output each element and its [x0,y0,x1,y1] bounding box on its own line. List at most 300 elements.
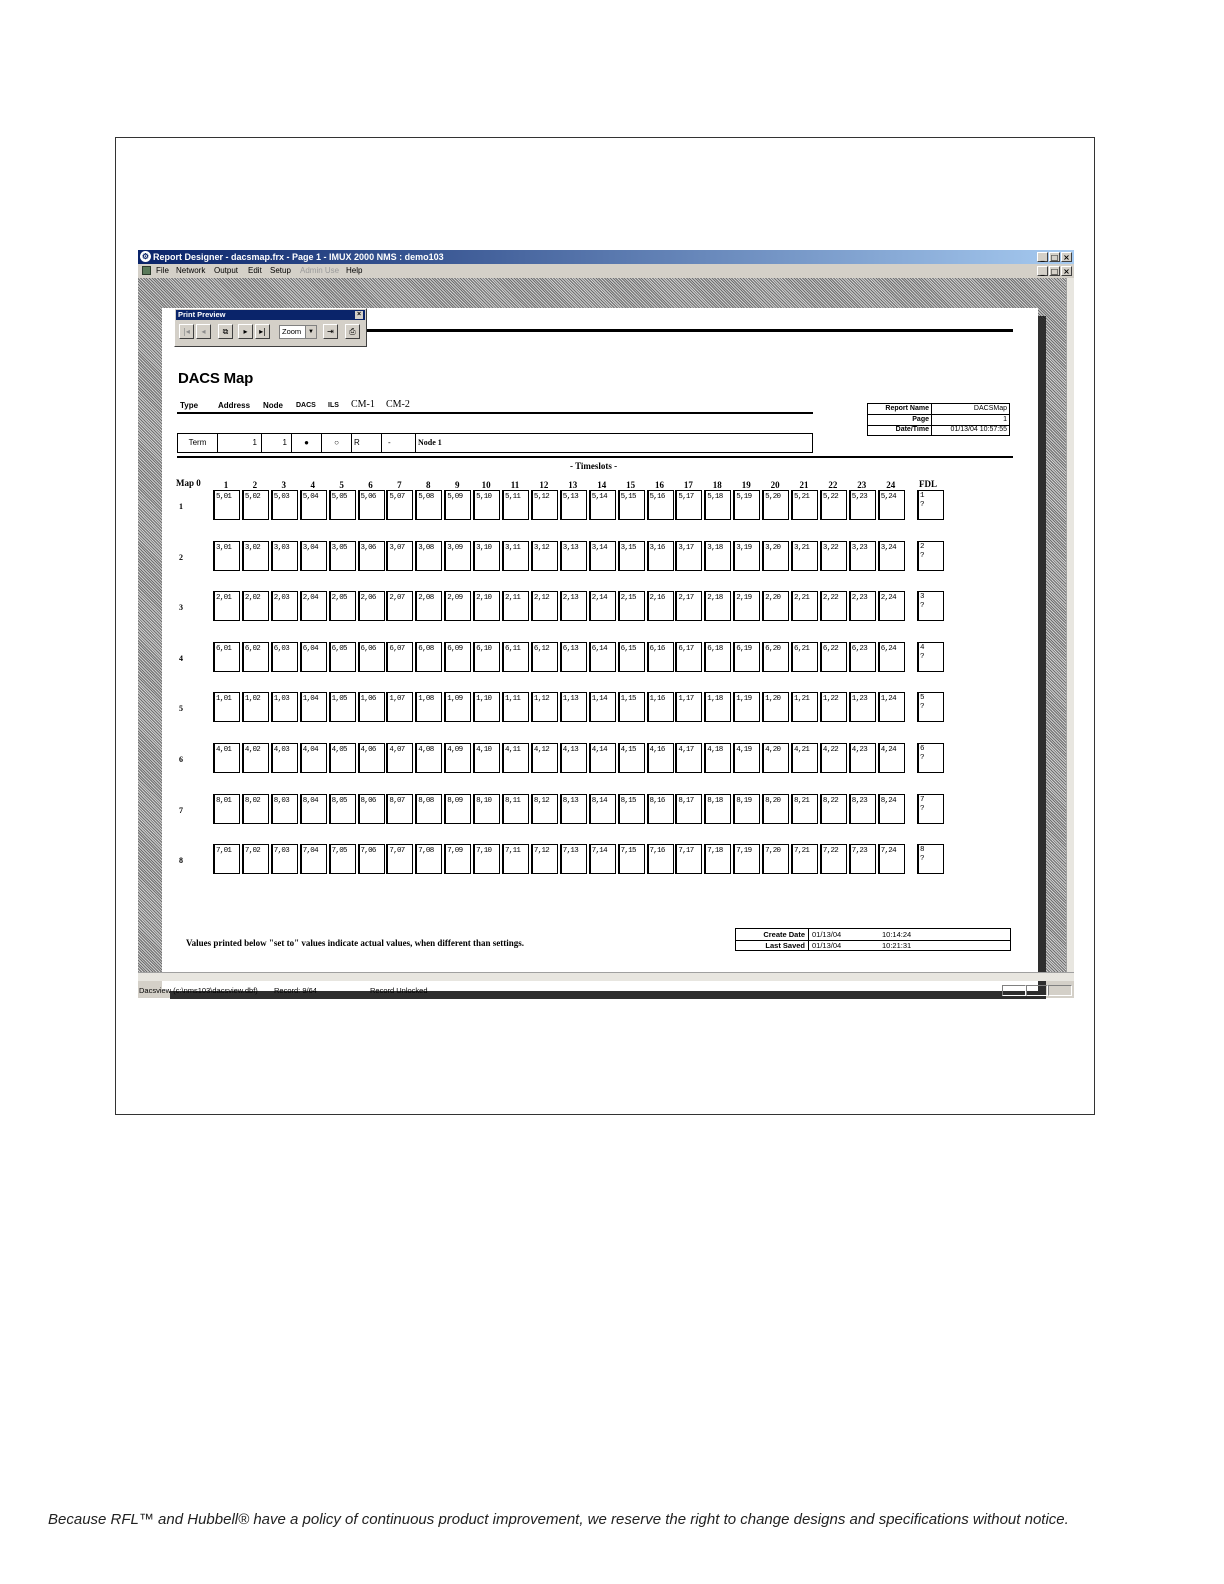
timeslot-cell[interactable]: 4,13 [560,743,587,773]
timeslot-cell[interactable]: 6,03 [271,642,298,672]
page-label: Page [868,415,932,425]
timeslot-cell[interactable]: 8,22 [820,794,847,824]
document-icon[interactable] [142,266,151,275]
status-bar [138,983,1074,998]
report-info-box [867,403,1010,436]
timeslot-cell[interactable]: 4,10 [473,743,500,773]
report-name-value: DACSMap [973,405,1007,412]
timeslot-column-header: 4 [310,480,315,490]
timeslot-cell[interactable]: 6,18 [704,642,731,672]
timeslot-cell[interactable]: 5,14 [589,490,616,520]
map-row-label: 3 [179,603,183,613]
timeslot-cell[interactable]: 8,03 [271,794,298,824]
zoom-select[interactable] [279,325,317,339]
timeslot-cell[interactable]: 7,02 [242,844,269,874]
fdl-cell[interactable] [917,541,944,571]
term-name: Node 1 [418,438,442,447]
timeslot-cell[interactable]: 6,11 [502,642,529,672]
timeslot-cell[interactable]: 5,06 [358,490,385,520]
timeslot-cell[interactable]: 1,07 [386,692,413,722]
timeslot-cell[interactable]: 5,19 [733,490,760,520]
timeslot-cell[interactable]: 8,09 [444,794,471,824]
timeslot-cell[interactable]: 3,05 [329,541,356,571]
timeslot-cell[interactable]: 2,22 [820,591,847,621]
address-header: Address [218,401,251,410]
timeslot-cell[interactable]: 2,12 [531,591,558,621]
timeslot-cell[interactable]: 8,11 [502,794,529,824]
timeslot-cell[interactable]: 2,06 [358,591,385,621]
timeslot-cell[interactable]: 3,10 [473,541,500,571]
timeslot-cell[interactable]: 7,22 [820,844,847,874]
timeslot-cell[interactable]: 8,16 [647,794,674,824]
menu-setup[interactable]: Setup [270,266,291,275]
timeslot-cell[interactable]: 3,14 [589,541,616,571]
node-term-row [177,433,813,453]
timeslot-cell[interactable]: 4,24 [878,743,905,773]
timeslot-cell[interactable]: 7,07 [386,844,413,874]
timeslot-column-header: 13 [568,480,578,490]
report-designer-window [138,250,1074,998]
timeslot-cell[interactable]: 6,24 [878,642,905,672]
timeslot-column-header: 1 [223,480,229,490]
timeslot-cell[interactable]: 2,18 [704,591,731,621]
timeslot-cell[interactable]: 3,04 [300,541,327,571]
timeslot-cell[interactable]: 1,17 [675,692,702,722]
status-record: Record: 9/64 [274,986,317,995]
timeslot-cell[interactable]: 6,20 [762,642,789,672]
timeslot-cell[interactable]: 2,01 [213,591,240,621]
timeslot-cell[interactable]: 2,02 [242,591,269,621]
status-panel [1048,985,1072,996]
fdl-cell[interactable] [917,591,944,621]
timeslot-column-header: 15 [626,480,636,490]
timeslot-cell[interactable]: 5,22 [820,490,847,520]
term-dacs: ● [292,434,322,452]
timeslot-cell[interactable]: 5,11 [502,490,529,520]
fdl-cell[interactable] [917,692,944,722]
timeslot-cell[interactable]: 2,16 [647,591,674,621]
timeslot-cell[interactable]: 6,07 [386,642,413,672]
timeslot-cell[interactable]: 4,19 [733,743,760,773]
timeslot-cell[interactable]: 7,19 [733,844,760,874]
timeslot-cell[interactable]: 4,14 [589,743,616,773]
timeslot-cell[interactable]: 8,12 [531,794,558,824]
doc-close-button[interactable]: × [1061,266,1072,276]
report-page [162,308,1038,991]
fdl-cell[interactable] [917,743,944,773]
map-row-label: 2 [179,552,183,562]
fdl-value: 2 [920,542,925,551]
timeslot-cell[interactable]: 8,06 [358,794,385,824]
node-header: Node [263,401,283,410]
timeslot-column-header: 17 [683,480,693,490]
timeslot-cell[interactable]: 2,19 [733,591,760,621]
timeslot-cell[interactable]: 1,22 [820,692,847,722]
timeslot-cell[interactable]: 2,20 [762,591,789,621]
previous-page-icon[interactable]: ◂ [196,324,211,339]
timeslot-cell[interactable]: 5,21 [791,490,818,520]
timeslot-cell[interactable]: 3,20 [762,541,789,571]
timeslot-cell[interactable]: 3,09 [444,541,471,571]
timeslot-cell[interactable]: 7,21 [791,844,818,874]
timeslot-cell[interactable]: 4,02 [242,743,269,773]
timeslot-cell[interactable]: 3,11 [502,541,529,571]
menu-network[interactable]: Network [176,266,206,275]
timeslot-cell[interactable]: 1,11 [502,692,529,722]
timeslot-cell[interactable]: 6,10 [473,642,500,672]
timeslot-cell[interactable]: 4,22 [820,743,847,773]
timeslot-cell[interactable]: 6,14 [589,642,616,672]
timeslot-cell[interactable]: 1,04 [300,692,327,722]
timeslot-cell[interactable]: 3,01 [213,541,240,571]
fdl-cell[interactable] [917,490,944,520]
timeslot-cell[interactable]: 8,02 [242,794,269,824]
timeslot-cell[interactable]: 3,17 [675,541,702,571]
timeslot-cell[interactable]: 7,20 [762,844,789,874]
timeslot-cell[interactable]: 8,15 [618,794,645,824]
timeslot-cell[interactable]: 1,02 [242,692,269,722]
fdl-cell[interactable] [917,844,944,874]
timeslot-cell[interactable]: 1,05 [329,692,356,722]
timeslot-cell[interactable]: 6,02 [242,642,269,672]
report-name-label: Report Name [868,404,932,414]
timeslot-cell[interactable]: 4,12 [531,743,558,773]
close-preview-icon[interactable]: ⇥ [323,324,338,339]
create-time: 10:14:24 [882,930,912,939]
timeslot-cell[interactable]: 4,06 [358,743,385,773]
status-panel [1002,985,1026,996]
timeslot-cell[interactable]: 2,08 [415,591,442,621]
menu-file[interactable]: File [156,266,169,275]
timeslot-cell[interactable]: 5,20 [762,490,789,520]
maximize-button[interactable]: □ [1050,253,1059,262]
first-page-icon[interactable]: |◂ [179,324,194,339]
status-panel [1026,985,1048,996]
timeslots-label: - Timeslots - [570,461,618,471]
timeslot-cell[interactable]: 3,24 [878,541,905,571]
timeslot-column-header: 7 [397,480,402,490]
timeslot-cell[interactable]: 7,15 [618,844,645,874]
timeslot-cell[interactable]: 7,18 [704,844,731,874]
cm1-header: CM-1 [351,399,375,410]
timeslot-cell[interactable]: 3,08 [415,541,442,571]
timeslot-cell[interactable]: 7,09 [444,844,471,874]
close-button[interactable]: × [1061,252,1072,262]
timeslot-cell[interactable]: 4,16 [647,743,674,773]
map-row-label: 8 [179,856,183,866]
timeslot-cell[interactable]: 3,19 [733,541,760,571]
print-preview-toolbar [174,308,367,347]
timeslot-cell[interactable]: 7,12 [531,844,558,874]
timeslot-cell[interactable]: 7,14 [589,844,616,874]
vertical-scrollbar[interactable] [1066,278,1074,972]
print-preview-title[interactable] [176,310,365,320]
timeslot-cell[interactable]: 8,21 [791,794,818,824]
timeslot-cell[interactable]: 8,18 [704,794,731,824]
timeslot-cell[interactable]: 5,23 [849,490,876,520]
timeslot-cell[interactable]: 2,10 [473,591,500,621]
timeslot-cell[interactable]: 2,03 [271,591,298,621]
timeslot-cell[interactable]: 6,12 [531,642,558,672]
timeslot-cell[interactable]: 1,09 [444,692,471,722]
timeslot-cell[interactable]: 8,08 [415,794,442,824]
timeslot-cell[interactable]: 7,10 [473,844,500,874]
doc-maximize-button[interactable]: □ [1050,267,1059,276]
timeslot-cell[interactable]: 8,13 [560,794,587,824]
timeslot-cell[interactable]: 7,16 [647,844,674,874]
page-value: 1 [1003,416,1007,423]
menu-edit[interactable]: Edit [248,266,262,275]
term-address: 1 [218,434,262,452]
doc-minimize-button[interactable]: _ [1037,266,1048,276]
timeslot-cell[interactable]: 5,07 [386,490,413,520]
timeslot-cell[interactable]: 6,19 [733,642,760,672]
timeslot-cell[interactable]: 4,07 [386,743,413,773]
timeslot-cell[interactable]: 1,18 [704,692,731,722]
timeslot-column-header: 19 [741,480,751,490]
timeslot-cell[interactable]: 7,08 [415,844,442,874]
timeslot-cell[interactable]: 1,03 [271,692,298,722]
timeslot-cell[interactable]: 6,13 [560,642,587,672]
timeslot-cell[interactable]: 3,02 [242,541,269,571]
menu-output[interactable]: Output [214,266,239,275]
timeslot-cell[interactable]: 4,04 [300,743,327,773]
timeslot-cell[interactable]: 3,06 [358,541,385,571]
timeslot-cell[interactable]: 5,04 [300,490,327,520]
timeslot-column-header: 21 [799,480,809,490]
timeslot-cell[interactable]: 2,15 [618,591,645,621]
timeslot-cell[interactable]: 8,20 [762,794,789,824]
timeslot-cell[interactable]: 1,19 [733,692,760,722]
timeslot-cell[interactable]: 6,16 [647,642,674,672]
timeslot-cell[interactable]: 2,04 [300,591,327,621]
timeslot-cell[interactable]: 5,13 [560,490,587,520]
timeslot-cell[interactable]: 4,01 [213,743,240,773]
timeslot-cell[interactable]: 5,03 [271,490,298,520]
timeslot-cell[interactable]: 5,09 [444,490,471,520]
timeslot-rule [177,456,1013,458]
timeslot-cell[interactable]: 1,13 [560,692,587,722]
timeslot-cell[interactable]: 1,01 [213,692,240,722]
timeslot-cell[interactable]: 6,15 [618,642,645,672]
timeslot-cell[interactable]: 2,17 [675,591,702,621]
timeslot-cell[interactable]: 7,01 [213,844,240,874]
timeslot-cell[interactable]: 7,06 [358,844,385,874]
fdl-actual: ? [920,703,925,712]
fdl-value: 5 [920,694,925,703]
timeslot-cell[interactable]: 3,03 [271,541,298,571]
minimize-button[interactable]: _ [1037,252,1048,262]
datetime-value: 01/13/04 10:57:55 [950,426,1007,433]
close-icon[interactable]: × [356,311,362,318]
term-node: 1 [262,434,292,452]
timeslot-cell[interactable]: 5,08 [415,490,442,520]
timeslot-cell[interactable]: 4,23 [849,743,876,773]
timeslot-cell[interactable]: 7,13 [560,844,587,874]
fdl-actual: ? [920,602,925,611]
timeslot-cell[interactable]: 1,24 [878,692,905,722]
timeslot-cell[interactable]: 7,11 [502,844,529,874]
timeslot-column-header: 18 [712,480,722,490]
timeslot-cell[interactable]: 7,04 [300,844,327,874]
timeslot-cell[interactable]: 4,09 [444,743,471,773]
timeslot-cell[interactable]: 4,20 [762,743,789,773]
term-cm1: R [352,434,382,452]
timeslot-cell[interactable]: 2,23 [849,591,876,621]
fdl-actual: ? [920,804,925,813]
zoom-value: Zoom [282,327,302,336]
timeslot-cell[interactable]: 5,02 [242,490,269,520]
timeslot-cell[interactable]: 2,05 [329,591,356,621]
fdl-cell[interactable] [917,642,944,672]
timeslot-cell[interactable]: 1,20 [762,692,789,722]
timeslot-cell[interactable]: 6,23 [849,642,876,672]
last-page-icon[interactable]: ▸| [255,324,270,339]
timeslot-cell[interactable]: 5,10 [473,490,500,520]
timeslot-cell[interactable]: 3,07 [386,541,413,571]
timeslot-cell[interactable]: 1,23 [849,692,876,722]
timeslot-column-header: 5 [339,480,344,490]
timeslot-cell[interactable]: 8,05 [329,794,356,824]
timeslot-cell[interactable]: 5,24 [878,490,905,520]
timeslot-cell[interactable]: 6,04 [300,642,327,672]
timeslot-cell[interactable]: 7,24 [878,844,905,874]
timeslot-cell[interactable]: 5,15 [618,490,645,520]
horizontal-scrollbar[interactable] [138,972,1074,981]
timeslot-column-header: 20 [770,480,780,490]
timeslot-cell[interactable]: 2,09 [444,591,471,621]
timeslot-cell[interactable]: 6,06 [358,642,385,672]
timeslot-cell[interactable]: 4,15 [618,743,645,773]
map-row-label: 5 [179,704,183,714]
map-row-label: 6 [179,755,183,764]
timeslot-cell[interactable]: 7,17 [675,844,702,874]
timeslot-cell[interactable]: 6,17 [675,642,702,672]
timeslot-cell[interactable]: 3,13 [560,541,587,571]
menu-admin-use: Admin Use [300,266,340,275]
go-to-page-icon[interactable]: ⧉ [218,324,233,339]
timeslot-cell[interactable]: 8,19 [733,794,760,824]
timeslot-cell[interactable]: 3,15 [618,541,645,571]
timeslot-cell[interactable]: 3,23 [849,541,876,571]
fdl-cell[interactable] [917,794,944,824]
timeslot-cell[interactable]: 3,18 [704,541,731,571]
timeslot-cell[interactable]: 6,01 [213,642,240,672]
window-titlebar[interactable] [138,250,1074,264]
last-saved-label: Last Saved [736,940,809,951]
footer-disclaimer: Because RFL™ and Hubbell® have a policy of continuous product improvement, we reserve the right to change designs and specifications without notice. [48,1511,1069,1528]
timeslot-cell[interactable]: 8,04 [300,794,327,824]
timeslot-cell[interactable]: 2,14 [589,591,616,621]
timeslot-cell[interactable]: 7,05 [329,844,356,874]
timeslot-cell[interactable]: 3,16 [647,541,674,571]
window-title: Report Designer - dacsmap.frx - Page 1 - IMUX 2000 NMS : demo103 [153,252,444,262]
timeslot-cell[interactable]: 7,03 [271,844,298,874]
status-lock: Record Unlocked [370,986,428,995]
timeslot-cell[interactable]: 4,05 [329,743,356,773]
timeslot-cell[interactable]: 1,10 [473,692,500,722]
timeslot-cell[interactable]: 6,22 [820,642,847,672]
timeslot-cell[interactable]: 4,17 [675,743,702,773]
timeslot-column-header: 8 [426,480,431,490]
next-page-icon[interactable]: ▸ [238,324,253,339]
timeslot-cell[interactable]: 3,22 [820,541,847,571]
timeslot-cell[interactable]: 1,16 [647,692,674,722]
map-row-label: 1 [179,502,183,511]
menu-help[interactable]: Help [346,266,363,275]
timeslot-column-header: 16 [655,480,664,490]
create-date-label: Create Date [736,929,809,940]
print-icon[interactable]: ⎙ [345,324,360,339]
timeslot-cell[interactable]: 5,12 [531,490,558,520]
timeslot-cell[interactable]: 1,06 [358,692,385,722]
fdl-actual: ? [920,754,925,762]
timeslot-cell[interactable]: 3,21 [791,541,818,571]
values-note: Values printed below "set to" values indicate actual values, when different than settings. [186,938,525,948]
map-row-label: 7 [179,805,183,815]
create-date: 01/13/04 [812,930,842,939]
timeslot-cell[interactable]: 8,07 [386,794,413,824]
timeslot-cell[interactable]: 1,21 [791,692,818,722]
timeslot-cell[interactable]: 2,13 [560,591,587,621]
timeslot-cell[interactable]: 8,10 [473,794,500,824]
timeslot-cell[interactable]: 6,05 [329,642,356,672]
timeslot-cell[interactable]: 1,14 [589,692,616,722]
timeslot-column-header: 14 [597,480,607,490]
timeslot-cell[interactable]: 6,09 [444,642,471,672]
timeslot-cell[interactable]: 4,03 [271,743,298,773]
chevron-down-icon[interactable]: ▼ [305,326,316,338]
timeslot-cell[interactable]: 7,23 [849,844,876,874]
fdl-actual: ? [920,501,925,509]
timeslot-cell[interactable]: 1,12 [531,692,558,722]
timeslot-cell[interactable]: 4,11 [502,743,529,773]
timeslot-cell[interactable]: 2,07 [386,591,413,621]
fdl-actual: ? [920,652,925,661]
timeslot-cell[interactable]: 8,24 [878,794,905,824]
timeslot-cell[interactable]: 2,24 [878,591,905,621]
fdl-label: FDL [919,479,937,489]
ils-header: ILS [328,402,339,409]
timeslot-column-header: 2 [252,480,258,490]
timeslot-cell[interactable]: 6,21 [791,642,818,672]
timeslot-cell[interactable]: 5,18 [704,490,731,520]
preview-workspace [138,278,1066,972]
app-icon: ⚙ [141,252,150,261]
timeslot-cell[interactable]: 8,23 [849,794,876,824]
timeslot-cell[interactable]: 8,01 [213,794,240,824]
timeslot-cell[interactable]: 4,21 [791,743,818,773]
timeslot-cell[interactable]: 5,01 [213,490,240,520]
timeslot-cell[interactable]: 3,12 [531,541,558,571]
timeslot-cell[interactable]: 1,15 [618,692,645,722]
timeslot-cell[interactable]: 5,05 [329,490,356,520]
timeslot-column-header: 9 [454,480,460,490]
timeslot-cell[interactable]: 4,18 [704,743,731,773]
term-ils: ○ [322,434,352,452]
timeslot-cell[interactable]: 2,11 [502,591,529,621]
timeslot-cell[interactable]: 4,08 [415,743,442,773]
timeslot-cell[interactable]: 8,17 [675,794,702,824]
timeslot-cell[interactable]: 5,16 [647,490,674,520]
timeslot-cell[interactable]: 1,08 [415,692,442,722]
fdl-value: 3 [920,593,925,602]
timeslot-cell[interactable]: 8,14 [589,794,616,824]
timeslot-cell[interactable]: 2,21 [791,591,818,621]
term-cm2: - [382,434,416,452]
timeslot-cell[interactable]: 6,08 [415,642,442,672]
timeslot-cell[interactable]: 5,17 [675,490,702,520]
